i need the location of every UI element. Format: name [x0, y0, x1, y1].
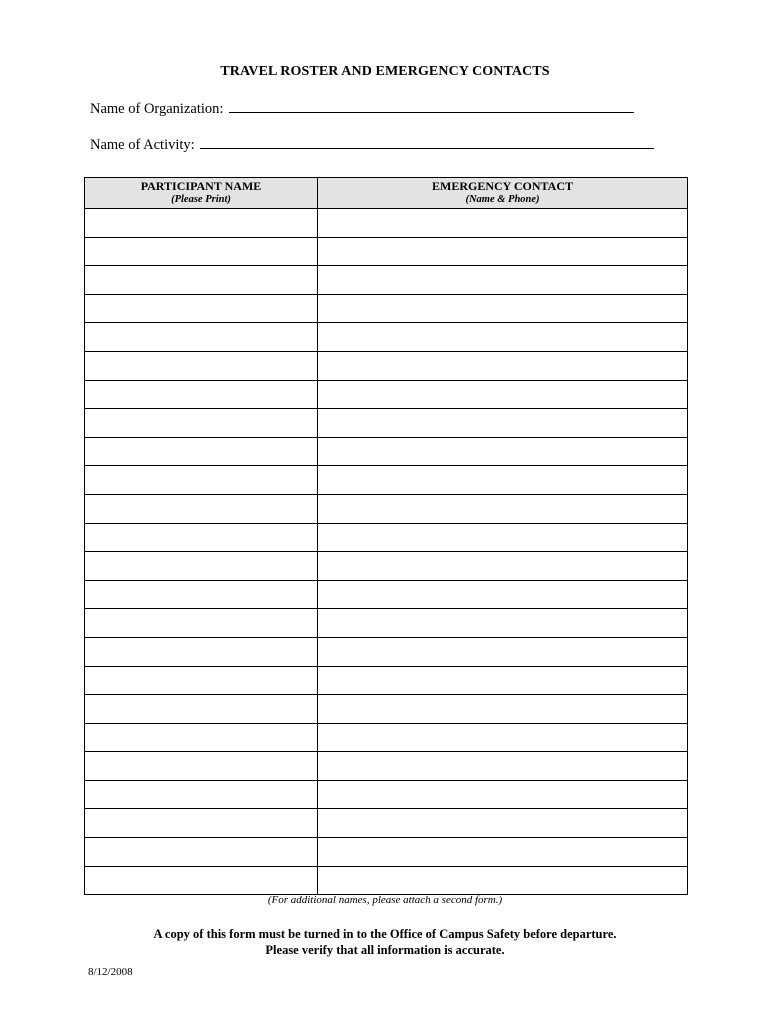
- emergency-contact-cell[interactable]: [318, 695, 688, 724]
- emergency-contact-cell[interactable]: [318, 752, 688, 781]
- table-row: [85, 609, 688, 638]
- footer-line-2: Please verify that all information is accurate.: [265, 943, 505, 957]
- participant-name-cell[interactable]: [85, 666, 318, 695]
- emergency-contact-cell[interactable]: [318, 209, 688, 238]
- table-row: [85, 266, 688, 295]
- participant-name-cell[interactable]: [85, 695, 318, 724]
- participant-name-cell[interactable]: [85, 466, 318, 495]
- emergency-contact-cell[interactable]: [318, 637, 688, 666]
- participant-name-cell[interactable]: [85, 437, 318, 466]
- organization-input-line[interactable]: [229, 100, 634, 113]
- roster-body: [85, 209, 688, 895]
- emergency-contact-cell[interactable]: [318, 809, 688, 838]
- emergency-contact-cell[interactable]: [318, 351, 688, 380]
- footer-instructions: [0, 926, 770, 958]
- emergency-contact-cell[interactable]: [318, 323, 688, 352]
- emergency-contact-cell[interactable]: [318, 580, 688, 609]
- table-row: [85, 523, 688, 552]
- emergency-contact-cell[interactable]: [318, 552, 688, 581]
- organization-field[interactable]: [90, 100, 634, 118]
- participant-name-cell[interactable]: [85, 237, 318, 266]
- table-row: [85, 351, 688, 380]
- participant-name-cell[interactable]: [85, 294, 318, 323]
- participant-name-title: PARTICIPANT NAME: [140, 179, 262, 193]
- participant-name-cell[interactable]: [85, 494, 318, 523]
- emergency-contact-cell[interactable]: [318, 409, 688, 438]
- participant-name-cell[interactable]: [85, 637, 318, 666]
- table-row: [85, 723, 688, 752]
- footer-line-1: A copy of this form must be turned in to the Office of Campus Safety before departure.: [153, 927, 617, 941]
- table-row: [85, 294, 688, 323]
- emergency-contact-cell[interactable]: [318, 494, 688, 523]
- emergency-contact-cell[interactable]: [318, 866, 688, 895]
- participant-name-cell[interactable]: [85, 409, 318, 438]
- emergency-contact-cell[interactable]: [318, 838, 688, 867]
- participant-name-cell[interactable]: [85, 523, 318, 552]
- table-header-row: [85, 178, 688, 209]
- table-row: [85, 209, 688, 238]
- table-row: [85, 780, 688, 809]
- table-row: [85, 437, 688, 466]
- table-row: [85, 580, 688, 609]
- table-row: [85, 323, 688, 352]
- table-row: [85, 409, 688, 438]
- participant-name-cell[interactable]: [85, 780, 318, 809]
- table-row: [85, 637, 688, 666]
- table-row: [85, 866, 688, 895]
- participant-name-cell[interactable]: [85, 380, 318, 409]
- emergency-contact-subtitle: (Name & Phone): [465, 194, 540, 205]
- participant-name-header: [85, 178, 318, 209]
- participant-name-cell[interactable]: [85, 323, 318, 352]
- participant-name-cell[interactable]: [85, 552, 318, 581]
- emergency-contact-cell[interactable]: [318, 780, 688, 809]
- emergency-contact-cell[interactable]: [318, 266, 688, 295]
- emergency-contact-cell[interactable]: [318, 466, 688, 495]
- participant-name-cell[interactable]: [85, 809, 318, 838]
- table-row: [85, 466, 688, 495]
- emergency-contact-header: [318, 178, 688, 209]
- table-row: [85, 838, 688, 867]
- table-row: [85, 666, 688, 695]
- emergency-contact-cell[interactable]: [318, 609, 688, 638]
- participant-name-cell[interactable]: [85, 609, 318, 638]
- emergency-contact-cell[interactable]: [318, 666, 688, 695]
- activity-input-line[interactable]: [200, 136, 654, 149]
- emergency-contact-title: EMERGENCY CONTACT: [431, 179, 573, 193]
- table-row: [85, 809, 688, 838]
- emergency-contact-cell[interactable]: [318, 437, 688, 466]
- emergency-contact-cell[interactable]: [318, 294, 688, 323]
- activity-label: Name of Activity:: [90, 137, 195, 153]
- emergency-contact-cell[interactable]: [318, 237, 688, 266]
- table-row: [85, 552, 688, 581]
- participant-name-cell[interactable]: [85, 838, 318, 867]
- table-row: [85, 494, 688, 523]
- participant-name-cell[interactable]: [85, 752, 318, 781]
- activity-field[interactable]: [90, 136, 654, 154]
- additional-names-note: (For additional names, please attach a second form.): [267, 894, 503, 906]
- participant-name-cell[interactable]: [85, 580, 318, 609]
- participant-name-cell[interactable]: [85, 866, 318, 895]
- table-row: [85, 237, 688, 266]
- emergency-contact-cell[interactable]: [318, 380, 688, 409]
- participant-name-cell[interactable]: [85, 351, 318, 380]
- roster-table: [84, 177, 688, 895]
- table-row: [85, 380, 688, 409]
- participant-name-cell[interactable]: [85, 209, 318, 238]
- page-title: TRAVEL ROSTER AND EMERGENCY CONTACTS: [220, 64, 550, 79]
- table-row: [85, 695, 688, 724]
- emergency-contact-cell[interactable]: [318, 723, 688, 752]
- participant-name-subtitle: (Please Print): [171, 194, 231, 205]
- participant-name-cell[interactable]: [85, 266, 318, 295]
- emergency-contact-cell[interactable]: [318, 523, 688, 552]
- participant-name-cell[interactable]: [85, 723, 318, 752]
- organization-label: Name of Organization:: [90, 101, 224, 117]
- table-row: [85, 752, 688, 781]
- form-date: 8/12/2008: [88, 966, 133, 978]
